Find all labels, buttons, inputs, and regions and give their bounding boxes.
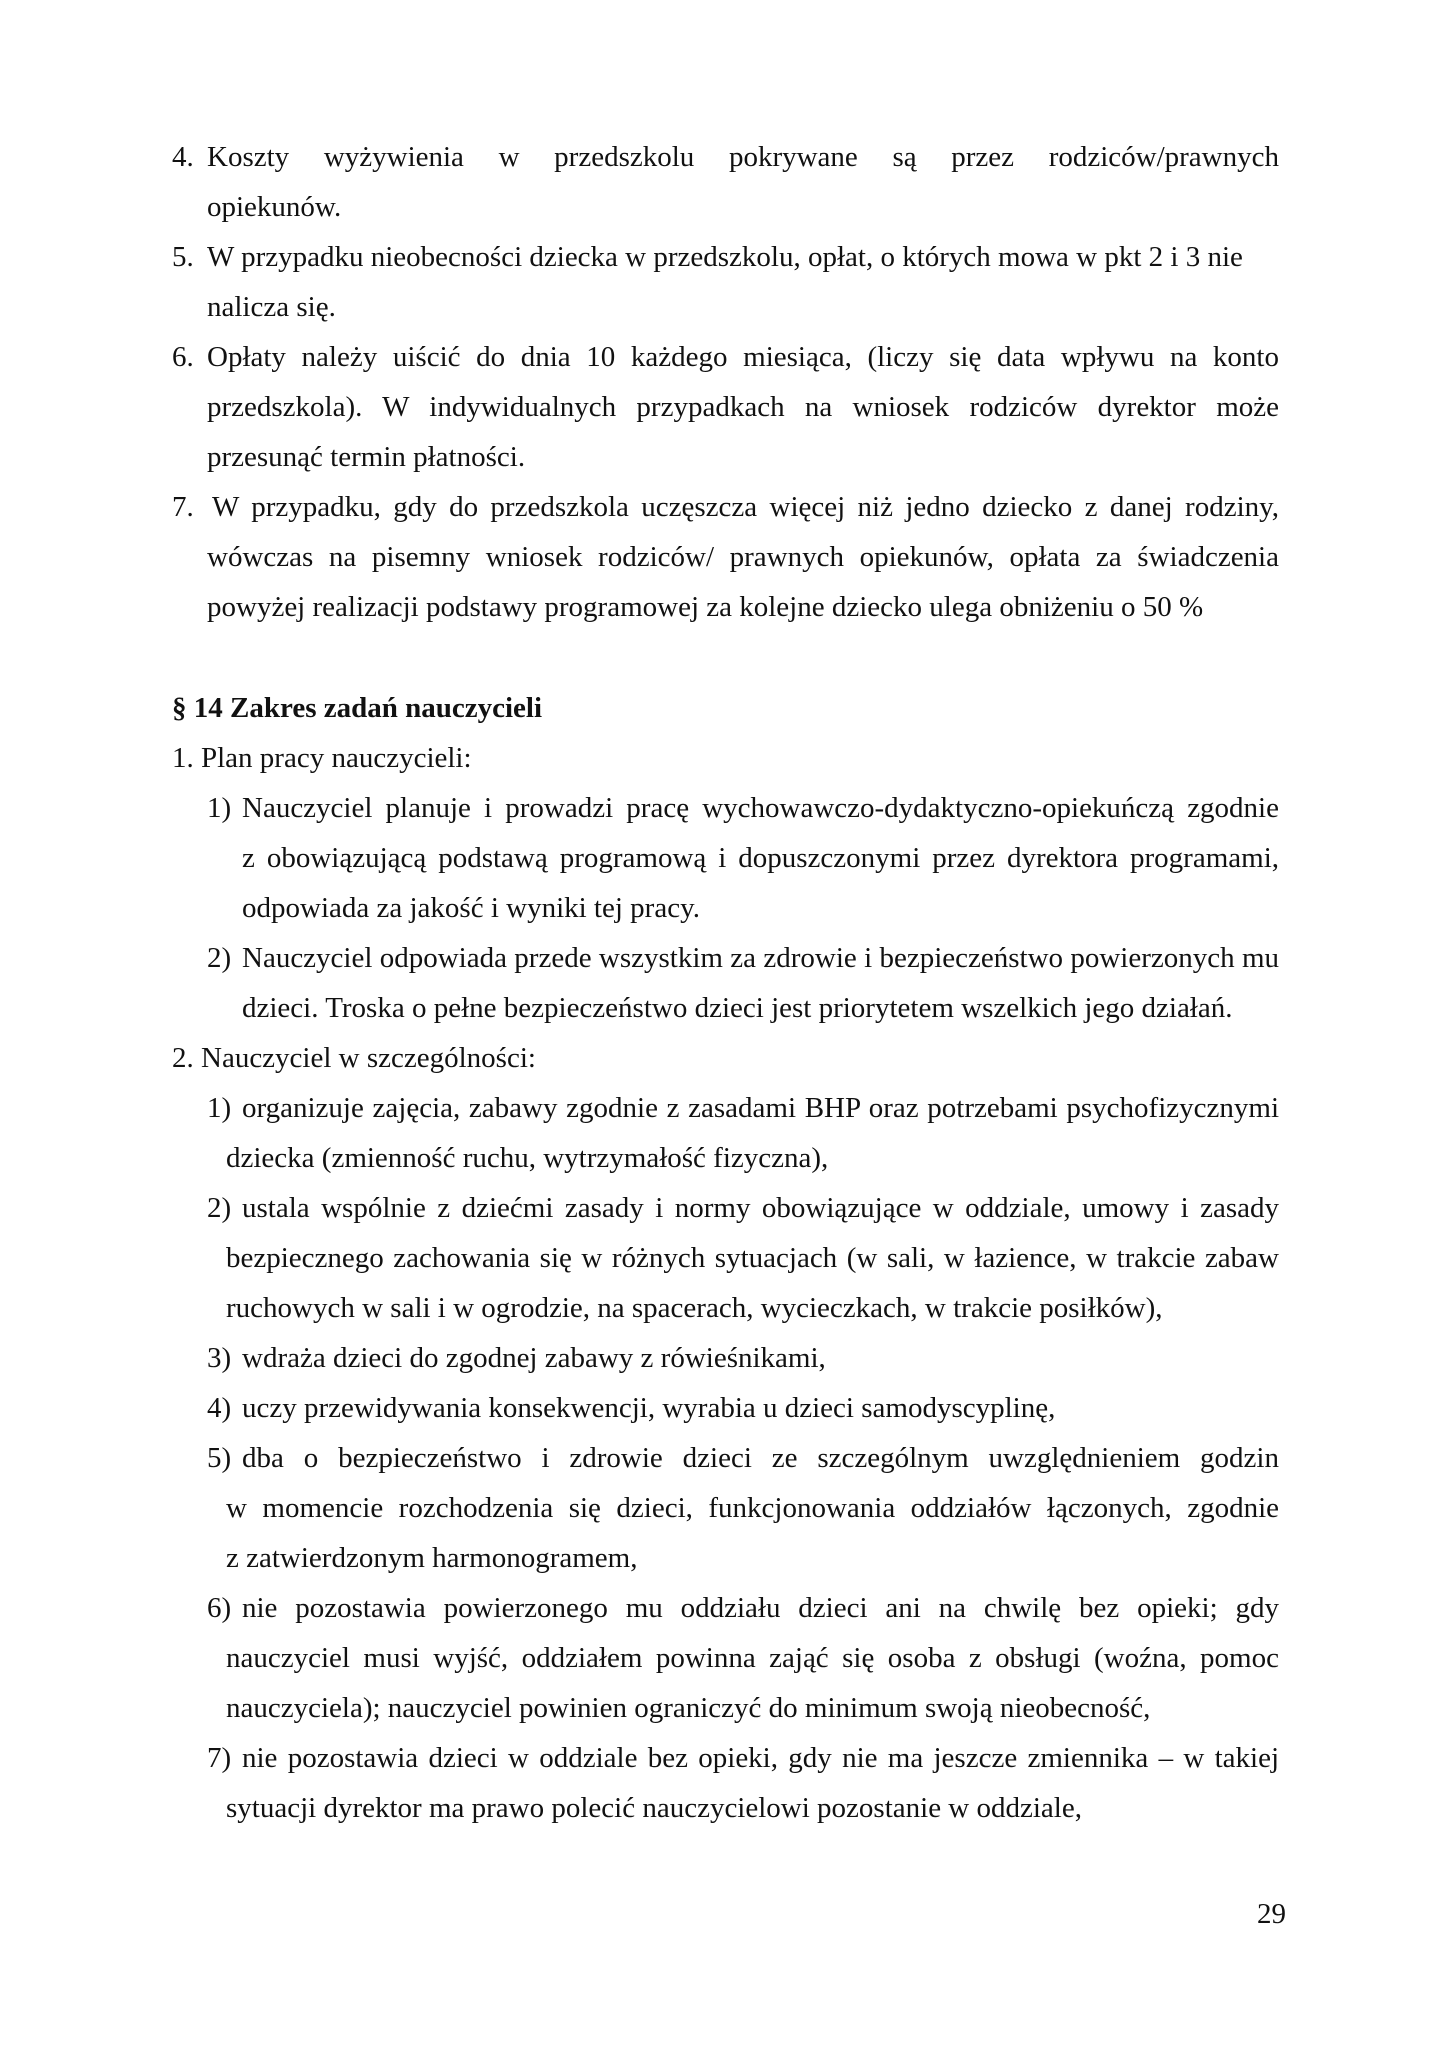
list-number: 4. (172, 141, 194, 173)
sub-item-text: nauczyciel musi wyjść, oddziałem powinna zająć się osoba z obsługi (woźna, pomoc (226, 1642, 1279, 1674)
sub-item-text: organizuje zajęcia, zabawy zgodnie z zasadami BHP oraz potrzebami psychofizycznymi (242, 1092, 1279, 1124)
sub-item-number: 1) (207, 1092, 232, 1124)
section-heading: § 14 Zakres zadań nauczycieli (172, 692, 543, 724)
sub-item-text: dziecka (zmienność ruchu, wytrzymałość fizyczna), (226, 1142, 829, 1174)
list-item-text: W przypadku, gdy do przedszkola uczęszcza więcej niż jedno dziecko z danej rodziny, (212, 491, 1279, 523)
sub-item-text: dba o bezpieczeństwo i zdrowie dzieci ze szczególnym uwzględnieniem godzin (242, 1442, 1279, 1474)
list-item-text: przedszkola). W indywidualnych przypadkach na wniosek rodziców dyrektor może (207, 391, 1279, 423)
list-item-text: Koszty wyżywienia w przedszkolu pokrywane są przez rodziców/prawnych (207, 141, 1279, 173)
sub-item-text: Nauczyciel odpowiada przede wszystkim za zdrowie i bezpieczeństwo powierzonych mu (242, 942, 1279, 974)
list-number: 5. (172, 241, 194, 273)
sub-item-number: 1) (207, 792, 232, 824)
list-item-text: przesunąć termin płatności. (207, 441, 526, 473)
list-item-text: wówczas na pisemny wniosek rodziców/ prawnych opiekunów, opłata za świadczenia (207, 541, 1279, 573)
sub-item-text: w momencie rozchodzenia się dzieci, funkcjonowania oddziałów łączonych, zgodnie (226, 1492, 1279, 1524)
sub-item-text: odpowiada za jakość i wyniki tej pracy. (242, 892, 700, 924)
sub-item-text: dzieci. Troska o pełne bezpieczeństwo dzieci jest priorytetem wszelkich jego działań. (242, 992, 1233, 1024)
sub-item-text: z obowiązującą podstawą programową i dopuszczonymi przez dyrektora programami, (242, 842, 1279, 874)
page-number: 29 (1257, 1898, 1286, 1930)
sub-item-text: ustala wspólnie z dziećmi zasady i normy obowiązujące w oddziale, umowy i zasady (242, 1192, 1279, 1224)
sub-item-text: Nauczyciel planuje i prowadzi pracę wychowawczo-dydaktyczno-opiekuńczą zgodnie (242, 792, 1279, 824)
sub-item-number: 3) (207, 1342, 232, 1374)
list-item-text: powyżej realizacji podstawy programowej za kolejne dziecko ulega obniżeniu o 50 % (207, 591, 1204, 623)
list-item-text: nalicza się. (207, 291, 336, 323)
list-item-text: W przypadku nieobecności dziecka w przedszkolu, opłat, o których mowa w pkt 2 i 3 nie (207, 241, 1243, 273)
point-label: 1. Plan pracy nauczycieli: (172, 742, 472, 774)
sub-item-text: nie pozostawia powierzonego mu oddziału dzieci ani na chwilę bez opieki; gdy (242, 1592, 1279, 1624)
sub-item-text: sytuacji dyrektor ma prawo polecić nauczycielowi pozostanie w oddziale, (226, 1792, 1082, 1824)
sub-item-text: nie pozostawia dzieci w oddziale bez opieki, gdy nie ma jeszcze zmiennika – w takiej (242, 1742, 1279, 1774)
sub-item-number: 6) (207, 1592, 232, 1624)
sub-item-number: 2) (207, 1192, 232, 1224)
list-item-text: Opłaty należy uiścić do dnia 10 każdego miesiąca, (liczy się data wpływu na konto (207, 341, 1279, 373)
point-label: 2. Nauczyciel w szczególności: (172, 1042, 536, 1074)
sub-item-text: nauczyciela); nauczyciel powinien ograniczyć do minimum swoją nieobecność, (226, 1692, 1151, 1724)
list-number: 7. (172, 491, 194, 523)
sub-item-text: z zatwierdzonym harmonogramem, (226, 1542, 638, 1574)
list-item-text: opiekunów. (207, 191, 342, 223)
sub-item-number: 2) (207, 942, 232, 974)
list-number: 6. (172, 341, 194, 373)
sub-item-number: 5) (207, 1442, 232, 1474)
sub-item-text: uczy przewidywania konsekwencji, wyrabia u dzieci samodyscyplinę, (242, 1392, 1056, 1424)
sub-item-number: 4) (207, 1392, 232, 1424)
sub-item-number: 7) (207, 1742, 232, 1774)
sub-item-text: wdraża dzieci do zgodnej zabawy z rówieśnikami, (242, 1342, 826, 1374)
sub-item-text: bezpiecznego zachowania się w różnych sytuacjach (w sali, w łazience, w trakcie zabaw (226, 1242, 1279, 1274)
sub-item-text: ruchowych w sali i w ogrodzie, na spacerach, wycieczkach, w trakcie posiłków), (226, 1292, 1163, 1324)
